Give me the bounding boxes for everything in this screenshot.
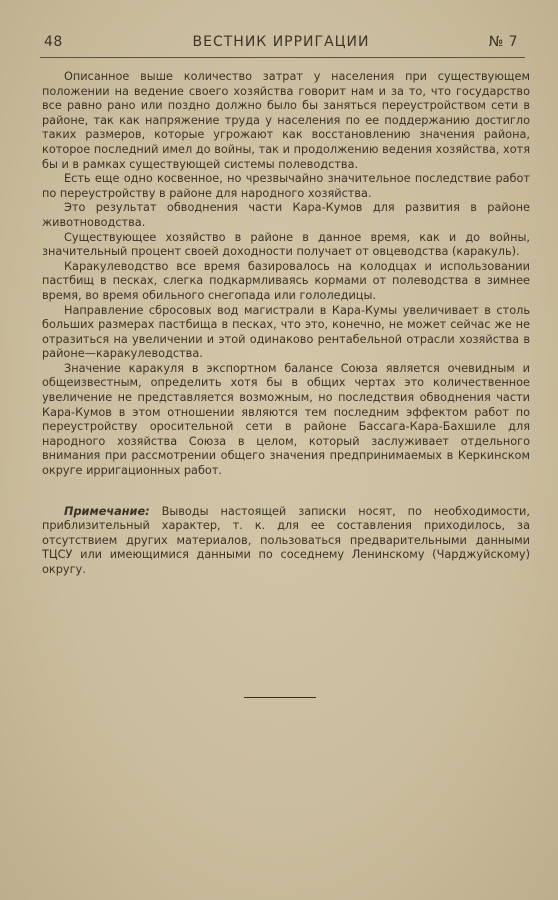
paragraph: Есть еще одно косвенное, но чрезвычайно значительное последствие работ по переустройству в районе для народного хозяйства.	[42, 172, 530, 200]
footnote	[42, 505, 530, 578]
page-number: 48	[44, 34, 63, 50]
paragraph: Значение каракуля в экспортном балансе Союза является очевидным и общеизвестным, определить хотя бы в общих чертах это количественное увеличение не представляется возможным, но последствия обводнения части Кара-Кумов в этом отношении являются тем последним эффектом работ по переустройству оросительной сети в районе Бассага-Кара-Бахшиле для народного хозяйства Союза в целом, который заслуживает отдельного внимания при рассмотрении общего значения предпринимаемых в Керкинском округе ирригационных работ.	[42, 361, 530, 478]
issue-number: № 7	[488, 34, 518, 50]
end-rule	[244, 697, 316, 698]
journal-title: ВЕСТНИК ИРРИГАЦИИ	[192, 34, 370, 50]
article-body	[42, 70, 530, 578]
running-header	[44, 34, 518, 54]
paragraph: Направление сбросовых вод магистрали в Кара-Кумы увеличивает в столь больших размерах пастбища в песках, что это, конечно, не может сейчас же не отразиться на увеличении и этой одинаково рентабельной отрасли хозяйства в районе—каракулеводства.	[42, 303, 530, 361]
paragraph: Каракулеводство все время базировалось на колодцах и использовании пастбищ в песках, слегка подкармливаясь кормами от полеводства в зимнее время, во время обильного снегопада или гололедицы.	[42, 259, 530, 302]
footnote-text: Выводы настоящей записки носят, по необходимости, приблизительный характер, т. к. для ее составления приходилось, за отсутствием других материалов, пользоваться предварительными данными ТЦСУ или имеющимися данными по соседнему Ленинскому (Чарджуйскому) округу.	[42, 504, 530, 576]
paragraph: Это результат обводнения части Кара-Кумов для развития в районе животноводства.	[42, 201, 530, 229]
footnote-label: Примечание:	[64, 504, 150, 518]
paragraph: Описанное выше количество затрат у населения при существующем положении на ведение своего хозяйства говорит нам и за то, что государство все равно рано или поздно должно было бы заняться переустройством сети в районе, так как напряжение труда у населения по ее поддержанию достигло таких размеров, которые угрожают как восстановлению значения района, которое последний имел до войны, так и продолжению ведения хозяйства, хотя бы и в рамках существующей системы полеводства.	[42, 70, 530, 171]
header-rule	[40, 57, 525, 58]
paragraph: Существующее хозяйство в районе в данное время, как и до войны, значительный процент своей доходности получает от овцеводства (каракуль).	[42, 230, 530, 259]
